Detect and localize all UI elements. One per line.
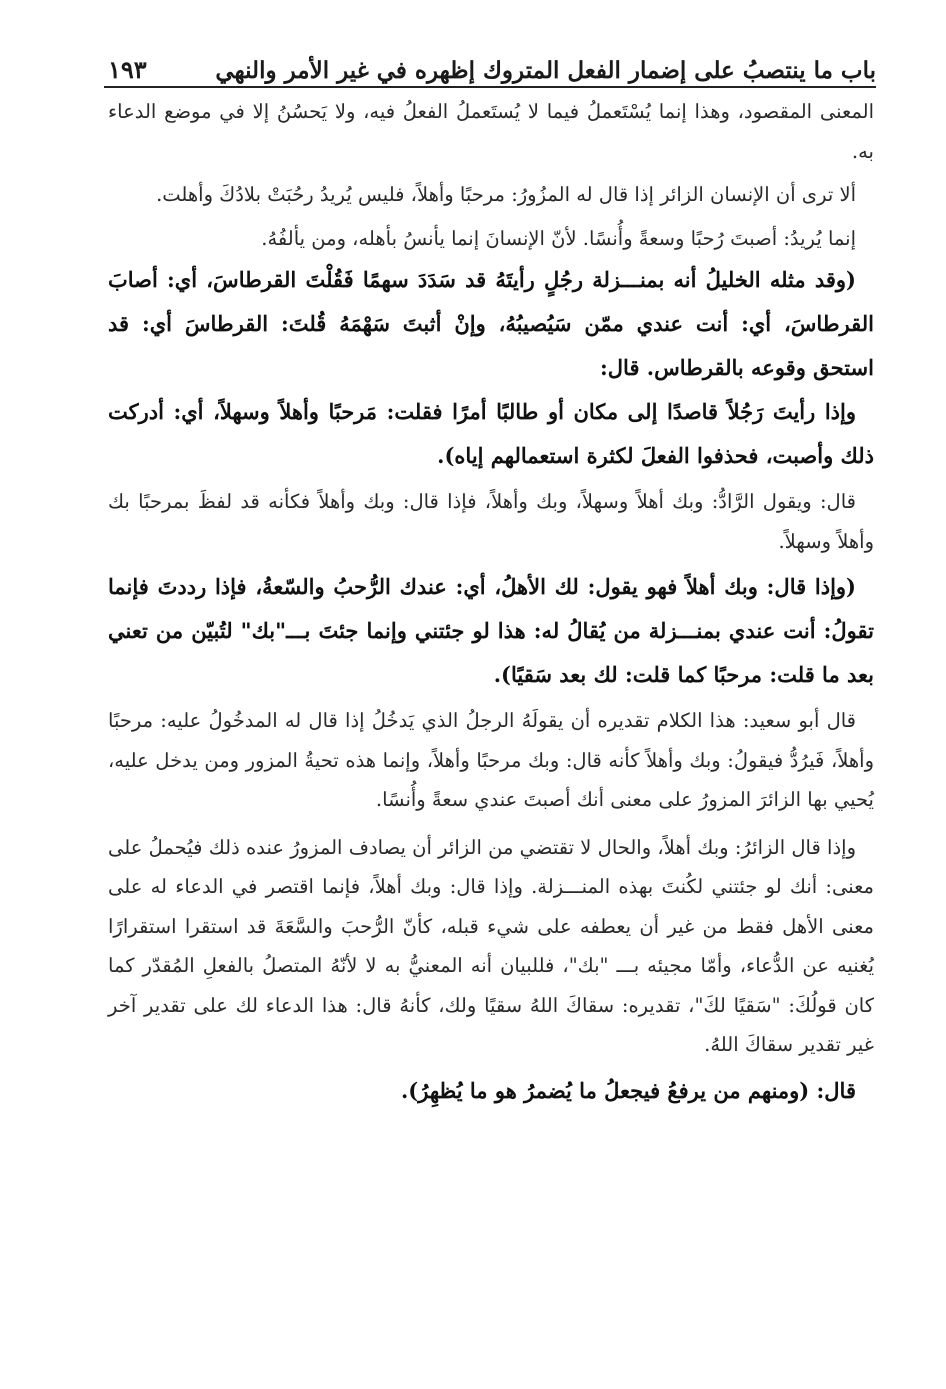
paragraph-meaning: إنما يُريدُ: أصبتَ رُحبًا وسعةً وأُنسًا. لأنّ الإنسانَ إنما يأنسُ بأهله، ومن يألفُهُ. (261, 226, 856, 250)
quote-khalil: (وقد مثله الخليلُ أنه بمنـــزلة رجُلٍ رأيتَهُ قد سَدَدَ سهمًا فَقُلْتَ القرطاسَ، أي: أصابَ القرطاسَ، أي: أنت عندي ممّن سَيُصيبُهُ، وإنْ أثبتَ سَهْمَهُ قُلتَ: القرطاسَ أي: قد استحق وقوعه بالقرطاس. قال: (108, 267, 874, 380)
paragraph-visitor: ألا ترى أن الإنسان الزائر إذا قال له المزُورُ: مرحبًا وأهلاً، فليس يُريدُ رحُبَتْ بلادُكَ وأهلت. (156, 183, 856, 206)
page-body (108, 92, 874, 1113)
commentary-abu-said: قال أبو سعيد: هذا الكلام تقديره أن يقولَهُ الرجلُ الذي يَدخُلُ إذا قال له المدخُولُ عليه: مرحبًا وأهلاً، فَيرُدُّ فيقولُ: وبك وأهلاً كأنه قال: وبك مرحبًا وأهلاً، وإنما هذه تحيةُ المزور ومن يدخل عليه، يُحيي بها الزائرَ المزورُ على معنى أنك أصبتَ عندي سعةً وأُنسًا. (108, 709, 874, 811)
commentary-visitor: وإذا قال الزائرُ: وبك أهلاً، والحال لا تقتضي من الزائر أن يصادف المزورُ عنده ذلك فيُحملُ على معنى: أنك لو جئتني لكُنتَ بهذه المنـــزلة. وإذا قال: وبك أهلاً، فإنما اقتصر في الدعاء له على معنى الأهل فقط من غير أن يعطفه على شيء قبله، كأنّ الرُّحبَ والسَّعَةَ قد استقرا استقرارًا يُغنيه عن الدُّعاء، وأمّا مجيئه بـــ "بك"، فللبيان أنه المعنيُّ به لا لأنّهُ المتصلُ بالفعلِ المُقدّر كما كان قولُكَ: "سَقيًا لكَ"، تقديره: سقاكَ اللهُ سقيًا ولك، كأنهُ قال: هذا الدعاء لك على تقدير آخر غير تقدير سقاكَ اللهُ. (108, 835, 874, 1056)
running-header (108, 34, 876, 84)
header-rule (104, 86, 876, 88)
quote-raf: قال: (ومنهم من يرفعُ فيجعلُ ما يُضمرُ هو ما يُظهِرُ). (401, 1077, 856, 1103)
chapter-title: باب ما ينتصبُ على إضمار الفعل المتروك إظهره في غير الأمر والنهي (215, 57, 876, 84)
quote-marhaban: وإذا رأيتَ رَجُلاً قاصدًا إلى مكان أو طالبًا أمرًا فقلت: مَرحبًا وأهلاً وسهلاً، أي: أدركت ذلك وأصبت، فحذفوا الفعلَ لكثرة استعمالهم إياه). (108, 399, 874, 468)
quote-wabika: (وإذا قال: وبك أهلاً فهو يقول: لك الأهلُ، أي: عندك الرُّحبُ والسّعةُ، فإذا رددتَ فإنما تقولُ: أنت عندي بمنـــزلة من يُقالُ له: هذا لو جئتني وإنما جئتَ بـــ"بك" لتُبيّن من تعني بعد ما قلت: مرحبًا كما قلت: لك بعد سَقيًا). (108, 574, 874, 687)
page-number: ١٩٣ (108, 55, 147, 84)
paragraph-continuation: المعنى المقصود، وهذا إنما يُسْتَعملُ فيما لا يُستَعملُ الفعلُ فيه، ولا يَحسُنُ إلا في موضع الدعاء به. (108, 100, 874, 163)
paragraph-reply: قال: ويقول الرَّادُّ: وبك أهلاً وسهلاً، وبك وأهلاً، فإذا قال: وبك وأهلاً فكأنه قد لفظَ بمرحبًا بك وأهلاً وسهلاً. (108, 490, 874, 553)
